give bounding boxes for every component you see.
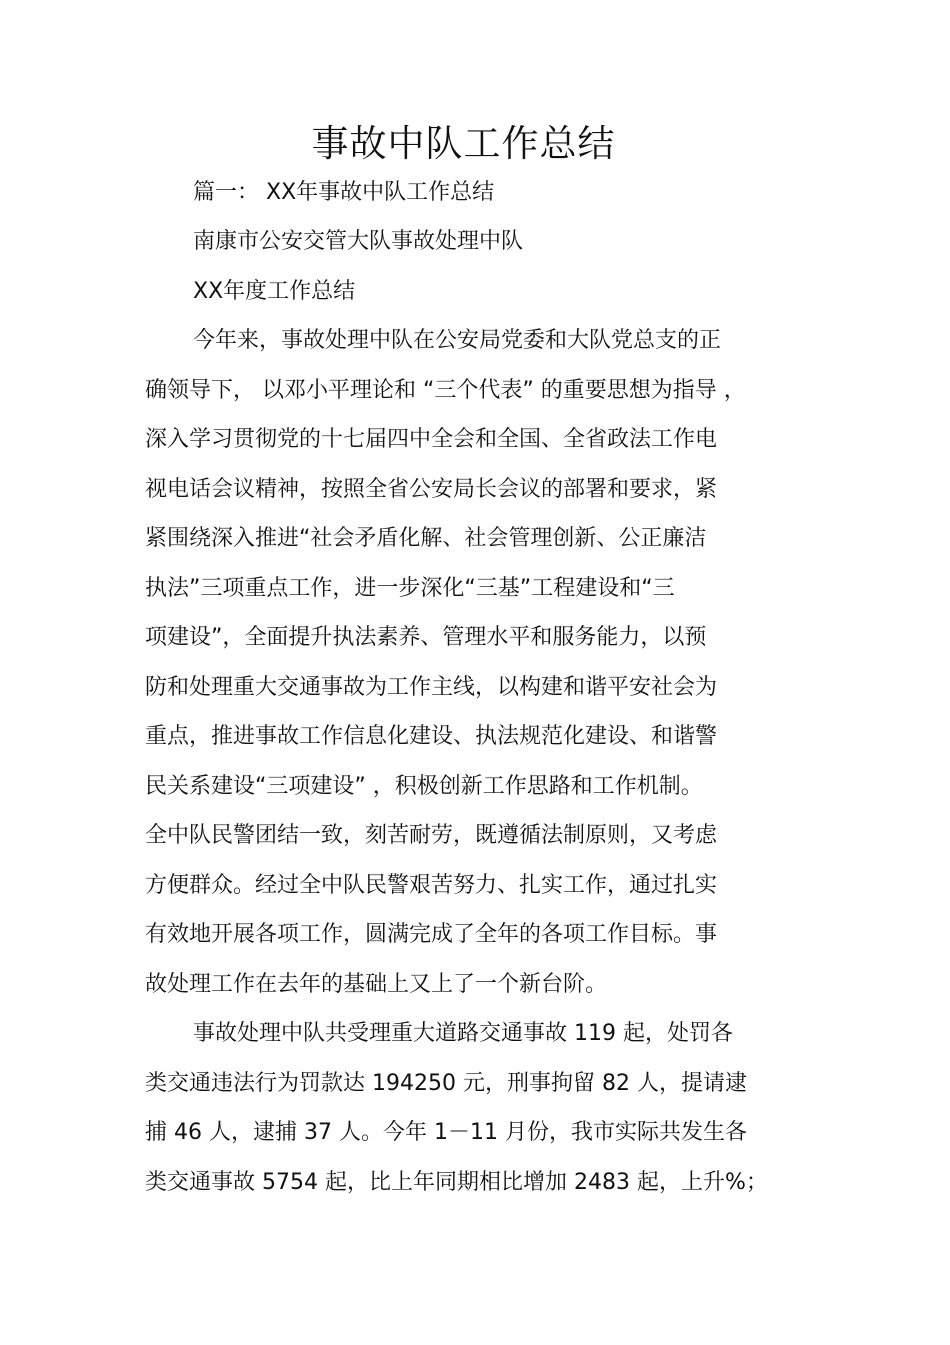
- paragraph-line: 捕 46 人，逮捕 37 人。今年 1－11 月份，我市实际共发生各: [145, 1120, 747, 1145]
- paragraph-line: 防和处理重大交通事故为工作主线，以构建和谐平安社会为: [145, 675, 718, 700]
- paragraph-line: 项建设”，全面提升执法素养、管理水平和服务能力，以预: [145, 625, 707, 650]
- paragraph-line: 全中队民警团结一致，刻苦耐劳，既遵循法制原则，又考虑: [145, 823, 718, 848]
- document-title: 事故中队工作总结: [311, 122, 616, 165]
- paragraph-line: 方便群众。经过全中队民警艰苦努力、扎实工作，通过扎实: [145, 873, 718, 898]
- paragraph-line: 类交通事故 5754 起，比上年同期相比增加 2483 起，上升%；: [145, 1170, 768, 1195]
- year-summary-line: XX年度工作总结: [193, 279, 356, 304]
- paragraph-line: 执法”三项重点工作，进一步深化“三基”工程建设和“三: [145, 576, 675, 601]
- paragraph-line: 重点，推进事故工作信息化建设、执法规范化建设、和谐警: [145, 724, 718, 749]
- paragraph-line: 故处理工作在去年的基础上又上了一个新台阶。: [145, 972, 608, 997]
- paragraph-line: 紧围绕深入推进“社会矛盾化解、社会管理创新、公正廉洁: [145, 526, 707, 551]
- paragraph-line: 民关系建设“三项建设” ，积极创新工作思路和工作机制。: [145, 774, 703, 799]
- paragraph-line: 类交通违法行为罚款达 194250 元，刑事拘留 82 人，提请逮: [145, 1071, 747, 1096]
- department-line: 南康市公安交管大队事故处理中队: [193, 229, 524, 254]
- subtitle-line: 篇一： XX年事故中队工作总结: [193, 180, 495, 205]
- paragraph-line: 有效地开展各项工作，圆满完成了全年的各项工作目标。事: [145, 922, 718, 947]
- paragraph-line: 确领导下， 以邓小平理论和 “三个代表” 的重要思想为指导 ，: [145, 378, 746, 403]
- paragraph-line: 深入学习贯彻党的十七届四中全会和全国、全省政法工作电: [145, 427, 718, 452]
- paragraph-line: 今年来，事故处理中队在公安局党委和大队党总支的正: [193, 328, 722, 353]
- paragraph-line: 事故处理中队共受理重大道路交通事故 119 起，处罚各: [193, 1021, 733, 1046]
- paragraph-line: 视电话会议精神，按照全省公安局长会议的部署和要求，紧: [145, 477, 718, 502]
